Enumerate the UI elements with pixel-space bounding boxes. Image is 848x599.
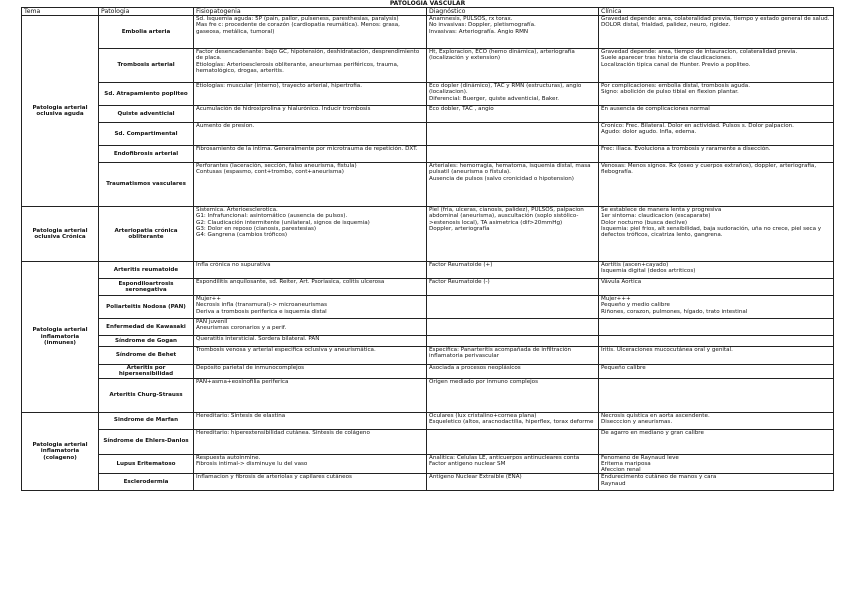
cell-line: Aumento de presion. — [196, 123, 255, 129]
clinica-cell — [599, 336, 834, 347]
cell-line: Depósito parietal de inmunocomplejos — [196, 365, 305, 371]
clinica-cell — [599, 49, 834, 83]
fisiopatogenia-cell — [194, 454, 427, 474]
fisiopatogenia-cell — [194, 106, 427, 123]
diagnostico-cell — [427, 347, 599, 365]
cell-line: Sistemica. Arterioesclerotica. — [196, 207, 278, 213]
table-row — [22, 336, 834, 347]
table-row — [22, 262, 834, 279]
table-row — [22, 378, 834, 412]
table-row — [22, 429, 834, 454]
clinica-cell — [599, 279, 834, 296]
diagnostico-cell — [427, 106, 599, 123]
cell-line: En ausencia de complicaciones normal — [601, 106, 710, 112]
diagnostico-cell — [427, 474, 599, 491]
cell-line: Aortitis (ascen+cayado) — [601, 262, 669, 268]
cell-line: Mas fre c: procedente de corazón (cardiopatia reumática). Menos: grasa, gaseosa, metálica, tumoral) — [196, 22, 400, 35]
cell-line: Contusas (espasmo, cont+trombo, cont+aneurisma) — [196, 169, 344, 176]
table-row — [22, 207, 834, 262]
cell-line: Mujer+++ — [601, 296, 631, 302]
tema-cell: Patologia arterial inflamatoria (colageno) — [22, 412, 99, 491]
diagnostico-cell — [427, 296, 599, 319]
fisiopatogenia-cell — [194, 336, 427, 347]
cell-line: Riñones, corazon, pulmones, hígado, trato intestinal — [601, 308, 748, 315]
cell-line: Fibrosamiento de la intima. Generalmente por microtrauma de repetición. DXT. — [196, 146, 418, 152]
fisiopatogenia-cell — [194, 123, 427, 146]
patologia-cell: Enfermedad de Kawasaki — [99, 319, 194, 336]
cell-line: Anamnesis, PULSOS, rx torax. — [429, 16, 513, 22]
fisiopatogenia-cell — [194, 16, 427, 49]
cell-line: Trombosis venosa y arterial especifica oclusiva y aneurismática. — [196, 347, 376, 353]
tema-cell: Patologia arterial oclusiva Crónica — [22, 207, 99, 262]
clinica-cell — [599, 474, 834, 491]
cell-line: Agudo: dolor agudo. Infla, edema. — [601, 129, 697, 136]
table-row — [22, 474, 834, 491]
diagnostico-cell — [427, 163, 599, 207]
clinica-cell — [599, 16, 834, 49]
cell-line: Afeccion renal — [601, 467, 641, 474]
clinica-cell — [599, 262, 834, 279]
cell-line: Pequeño calibre — [601, 365, 646, 371]
cell-line: Suele aparecer tras historia de claudicaciones. — [601, 55, 732, 62]
clinica-cell — [599, 454, 834, 474]
diagnostico-cell — [427, 262, 599, 279]
header-patologia: Patologia — [99, 8, 194, 16]
fisiopatogenia-cell — [194, 474, 427, 491]
diagnostico-cell — [427, 123, 599, 146]
cell-line: Infla crónica no supurativa — [196, 262, 271, 268]
clinica-cell — [599, 106, 834, 123]
clinica-cell — [599, 365, 834, 379]
table-title-row — [22, 0, 834, 8]
cell-line: Diferencial: Buerger, quiste adventicial, Baker. — [429, 95, 560, 102]
cell-line: Esqueletico (altos, aracnodactilia, hiperflex, torax deforme — [429, 418, 594, 425]
cell-line: G1: Infrafuncional: asintomático (ausencia de pulsos). — [196, 213, 348, 220]
cell-line: Vávula Aortica — [601, 279, 642, 285]
cell-line: Factor Reumatoide (+) — [429, 262, 493, 268]
clinica-cell — [599, 429, 834, 454]
patologia-cell: Arteritis reumatoide — [99, 262, 194, 279]
cell-line: Ausencia de pulsos (salvo cronicidad o hipotension) — [429, 175, 574, 182]
document-page — [21, 0, 833, 491]
cell-line: Perforantes (laceración, sección, falso aneurisma, fistula) — [196, 163, 357, 169]
fisiopatogenia-cell — [194, 49, 427, 83]
cell-line: Invasivas: Arteriografía. Angio RMN — [429, 28, 529, 35]
table-row — [22, 296, 834, 319]
cell-line: Respuesta autoinmine. — [196, 454, 261, 461]
diagnostico-cell — [427, 454, 599, 474]
clinica-cell — [599, 296, 834, 319]
cell-line: Doppler, arteriografía — [429, 225, 490, 232]
diagnostico-cell — [427, 207, 599, 262]
fisiopatogenia-cell — [194, 146, 427, 163]
fisiopatogenia-cell — [194, 163, 427, 207]
cell-line: Acumulación de hidroxiprolina y hialurónico. Inducir trombosis — [196, 106, 371, 112]
cell-line: G2: Claudicación intermitente (unilateral, signos de isquemia) — [196, 219, 370, 226]
patologia-cell: Traumatismos vasculares — [99, 163, 194, 207]
fisiopatogenia-cell — [194, 319, 427, 336]
cell-line: Pequeño y medio calibre — [601, 302, 670, 309]
fisiopatogenia-cell — [194, 429, 427, 454]
cell-line: Oculares (lux cristalino+cornea plana) — [429, 412, 537, 419]
cell-line: Isquemia: piel frios, alt sensibilidad, baja sudoración, uña no crece, piel seca y defectos tróficos, cicatriza lento, gangrena. — [601, 225, 822, 239]
patologia-cell: Sindrome de Marfan — [99, 412, 194, 429]
patologia-cell: Síndrome de Ehlers-Danlos — [99, 429, 194, 454]
clinica-cell — [599, 347, 834, 365]
table-row — [22, 16, 834, 49]
cell-line: Queratitis intersticial. Sordera bilateral. PAN — [196, 336, 320, 342]
cell-line: Sd. Isquemia aguda: 5P (pain, pallor, pulseness, paresthesias, paralysis) — [196, 16, 399, 22]
fisiopatogenia-cell — [194, 378, 427, 412]
diagnostico-cell — [427, 49, 599, 83]
diagnostico-cell — [427, 429, 599, 454]
patologia-cell: Quiste adventicial — [99, 106, 194, 123]
cell-line: Etiologías: muscular (interno), trayecto arterial, hipertrofia. — [196, 83, 363, 89]
cell-line: PAN+asma+eosinofilia periferica — [196, 378, 289, 385]
cell-line: Fenomeno de Raynaud leve — [601, 454, 679, 461]
cell-line: Antigeno Nuclear Extraible (ENA) — [429, 474, 522, 481]
clinica-cell — [599, 123, 834, 146]
cell-line: Gravedad depende: area, colateralidad previa, tiempo y estado general de salud. — [601, 16, 830, 22]
header-diagnostico: Diagnóstico — [427, 8, 599, 16]
table-row — [22, 83, 834, 106]
diagnostico-cell — [427, 336, 599, 347]
diagnostico-cell — [427, 146, 599, 163]
cell-line: G4: Gangrena (cambios tróficos) — [196, 232, 288, 239]
cell-line: Dolor nocturno (busca declive) — [601, 219, 688, 226]
patologia-cell: Arteriopatia crónica obliterante — [99, 207, 194, 262]
cell-line: Se establece de manera lenta y progresiva — [601, 207, 722, 213]
patologia-cell: Síndrome de Behet — [99, 347, 194, 365]
clinica-cell — [599, 412, 834, 429]
cell-line: Espondilitis anquilosante, sd. Reiter, Art. Psoriasica, colitis ulcerosa — [196, 279, 385, 285]
header-clinica: Clínica — [599, 8, 834, 16]
clinica-cell — [599, 378, 834, 412]
fisiopatogenia-cell — [194, 83, 427, 106]
cell-line: Arteriales: hemorragia, hematoma, isquemia distal, masa pulsatil (aneurisma o fístula). — [429, 163, 591, 176]
patologia-cell: Esclerodermia — [99, 474, 194, 491]
vascular-pathology-table — [21, 0, 834, 491]
cell-line: Gravedad depende: area, tiempo de intauracion, colateralidad previa. — [601, 49, 798, 55]
cell-line: Aneurismas coronarios y a perif. — [196, 325, 287, 332]
table-row — [22, 146, 834, 163]
table-row — [22, 49, 834, 83]
cell-line: Por complicaciones: embolia distal, trombosis aguda. — [601, 83, 750, 89]
diagnostico-cell — [427, 378, 599, 412]
diagnostico-cell — [427, 279, 599, 296]
cell-line: Necrosis infla (transmural)-> microaneurismas — [196, 302, 327, 309]
patologia-cell: Sd. Atrapamiento popliteo — [99, 83, 194, 106]
cell-line: Raynaud — [601, 480, 626, 487]
patologia-cell: Arteritis por hipersensibilidad — [99, 365, 194, 379]
cell-line: Localización tipica canal de Hunter. Previo a popliteo. — [601, 61, 751, 68]
clinica-cell — [599, 319, 834, 336]
cell-line: Mujer++ — [196, 296, 222, 302]
cell-line: Fibrosis intimal-> disminuye lu del vaso — [196, 460, 308, 467]
cell-line: Cronico: Frec. Bilateral. Dolor en actividad. Pulsos s. Dolor palpacion. — [601, 123, 794, 129]
tema-cell: Patologia arterial inflamatoria (inmunes) — [22, 262, 99, 413]
cell-line: G3: Dolor en reposo (cianosis, parestesias) — [196, 225, 317, 232]
diagnostico-cell — [427, 365, 599, 379]
table-row — [22, 365, 834, 379]
cell-line: Disecccion y aneurismas. — [601, 418, 673, 425]
patologia-cell: Arteritis Churg-Strauss — [99, 378, 194, 412]
cell-line: Isquemia digital (dedos artriticos) — [601, 268, 696, 275]
diagnostico-cell — [427, 83, 599, 106]
table-row — [22, 412, 834, 429]
cell-line: Origen mediado por inmuno complejos — [429, 378, 539, 385]
fisiopatogenia-cell — [194, 296, 427, 319]
cell-line: Inflamacion y fibrosis de arteriolas y capilares cutáneos — [196, 474, 352, 481]
fisiopatogenia-cell — [194, 347, 427, 365]
fisiopatogenia-cell — [194, 262, 427, 279]
cell-line: Factor Reumatoide (-) — [429, 279, 490, 285]
clinica-cell — [599, 207, 834, 262]
patologia-cell: Embolia arteria — [99, 16, 194, 49]
cell-line: Eritema mariposa — [601, 460, 651, 467]
cell-line: Iritis. Ulceraciones mucocutánea oral y genital. — [601, 347, 733, 353]
fisiopatogenia-cell — [194, 412, 427, 429]
clinica-cell — [599, 146, 834, 163]
table-row — [22, 347, 834, 365]
cell-line: Etiologías: Arterioesclerosis obliterante, aneurismas periféricos, trauma, hematológico, drogas, arteritis. — [196, 61, 399, 74]
cell-line: Específica: Panarteritis acompañada de infiltración inflamatoria perivascular — [429, 347, 572, 360]
cell-line: De agarro en mediano y gran calibre — [601, 429, 704, 436]
table-row — [22, 319, 834, 336]
table-row — [22, 279, 834, 296]
clinica-cell — [599, 83, 834, 106]
patologia-cell: Espondiloartrosis seronegativa — [99, 279, 194, 296]
patologia-cell: Sd. Compartimental — [99, 123, 194, 146]
fisiopatogenia-cell — [194, 279, 427, 296]
cell-line: Analitica: Celulas LE, anticuerpos antinucleares conta Factor antigeno nuclear SM — [429, 454, 580, 467]
cell-line: 1er sintoma: claudicacion (escaparate) — [601, 213, 711, 220]
cell-line: Eco dopler (dinámico), TAC y RMN (estructuras), angio (localizacion). — [429, 83, 582, 96]
cell-line: Eco dobler, TAC , angio — [429, 106, 494, 112]
header-fisiopatogenia: Fisiopatogenia — [194, 8, 427, 16]
cell-line: Endurecimento cutáneo de manos y cara — [601, 474, 717, 481]
cell-line: Hereditario: Síntesis de elastina — [196, 412, 286, 419]
table-row — [22, 123, 834, 146]
diagnostico-cell — [427, 319, 599, 336]
cell-line: PAN juvenil — [196, 319, 228, 325]
cell-line: Frec: iliaca. Evoluciona a trombosis y raramente a disección. — [601, 146, 771, 152]
header-tema: Tema — [22, 8, 99, 16]
diagnostico-cell — [427, 16, 599, 49]
fisiopatogenia-cell — [194, 207, 427, 262]
cell-line: Asociada a procesos neoplásicos — [429, 365, 521, 371]
clinica-cell — [599, 163, 834, 207]
table-title: PATOLOGÍA VASCULAR — [22, 0, 834, 8]
fisiopatogenia-cell — [194, 365, 427, 379]
cell-line: Signo: abolición de pulso tibial en flexion plantar. — [601, 89, 739, 96]
cell-line: Deriva a trombosis periferica e isquemia distal — [196, 308, 327, 315]
cell-line: No invasivas: Doppler, pletismografía. — [429, 22, 536, 29]
table-row — [22, 454, 834, 474]
cell-line: Factor desencadenante: bajo GC, hipotensión, deshidratación, desprendimiento de placa. — [196, 49, 420, 62]
cell-line: Piel (fria, ulceras, cianosis, palidez), PULSOS, palpacion abdominal (aneurisma), auscultación (soplo sistólico->estenosis local), TA asimetrica (dif>20mmHg) — [429, 207, 584, 226]
patologia-cell: Endofibrosis arterial — [99, 146, 194, 163]
patologia-cell: Poliarteitis Nodosa (PAN) — [99, 296, 194, 319]
cell-line: Necrosis quística en aorta ascendente. — [601, 412, 710, 419]
patologia-cell: Lupus Eritematoso — [99, 454, 194, 474]
cell-line: Hereditario: hiperextensibilidad cutánea. Síntesis de colágeno — [196, 429, 370, 436]
cell-line: Ht, Exploracion, ECO (hemo dinámica), arteriografía (localización y extension) — [429, 49, 575, 62]
cell-line: Venosas: Menos signos. Rx (oseo y cuerpos extraños), doppler, arteriografia, flebografía. — [601, 163, 817, 176]
cell-line: DOLOR distal, frialdad, palidez, neuro, rigidez. — [601, 22, 731, 29]
patologia-cell: Síndrome de Gogan — [99, 336, 194, 347]
table-row — [22, 106, 834, 123]
patologia-cell: Trombosis arterial — [99, 49, 194, 83]
header-row — [22, 8, 834, 16]
table-row — [22, 163, 834, 207]
diagnostico-cell — [427, 412, 599, 429]
tema-cell: Patologia arterial oclusiva aguda — [22, 16, 99, 207]
